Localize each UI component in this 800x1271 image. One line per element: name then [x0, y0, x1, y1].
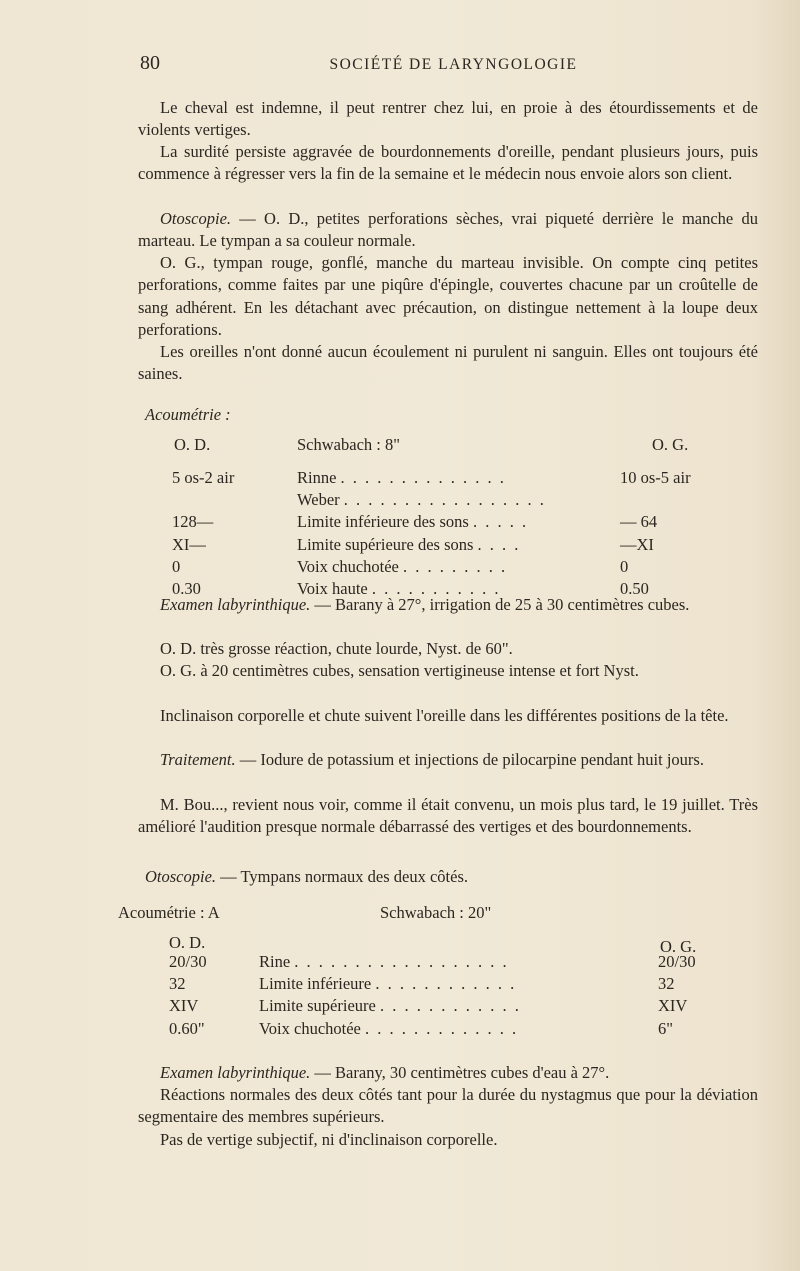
paragraph: Otoscopie. — O. D., petites perforations sèches, vrai piqueté derrière le manche du marteau. Le tympan a sa couleur normale. — [138, 209, 758, 251]
paragraph: M. Bou..., revient nous voir, comme il était convenu, un mois plus tard, le 19 juillet. Très amélioré l'audition presque normale débarrassé des vertiges et des bourdonnements. — [138, 795, 758, 837]
acoumetrie-table — [165, 434, 745, 600]
table-row: 128— Limite inférieure des sons . . . . . — 64 — [172, 512, 658, 532]
paragraph: Réactions normales des deux côtés tant pour la durée du nystagmus que pour la déviation segmentaire des membres supérieurs. — [138, 1085, 758, 1127]
otoscopie-line: Otoscopie. — Tympans normaux des deux côtés. — [145, 867, 468, 886]
table-row: XI— Limite supérieure des sons . . . . —XI — [172, 534, 654, 554]
paragraph: Inclinaison corporelle et chute suivent l'oreille dans les différentes positions de la tête. — [160, 706, 729, 725]
paragraph: Traitement. — Iodure de potassium et injections de pilocarpine pendant huit jours. — [160, 750, 704, 769]
table-row: 0 Voix chuchotée . . . . . . . . . 0 — [172, 556, 629, 576]
table-row: 0.60" Voix chuchotée . . . . . . . . . . . . . 6" — [169, 1018, 673, 1038]
table-header: O. D. Schwabach : 8" O. G. — [174, 435, 689, 454]
page-number: 80 — [140, 52, 160, 74]
running-title: SOCIÉTÉ DE LARYNGOLOGIE — [329, 56, 578, 73]
table-row: 0.30 Voix haute . . . . . . . . . . . 0.50 — [172, 578, 649, 598]
paragraph: O. D. très grosse réaction, chute lourde, Nyst. de 60". — [160, 639, 513, 658]
table-row: 5 os-2 air Rinne . . . . . . . . . . . . . . 10 os-5 air — [172, 468, 691, 487]
book-page: 80 SOCIÉTÉ DE LARYNGOLOGIE Le cheval est indemne, il peut rentrer chez lui, en proie à des étourdissements et de violents vertiges. La surdité persiste aggravée de bourdonnements d'oreille, pendant plusieurs jours, puis commence à régresser vers la fin de la semaine et le médecin nous envoie alors son client. Otoscopie. — O. D., petites perforations sèches, vrai piqueté derrière le manche du marteau. Le tympan a sa couleur normale. O. G., tympan rouge, gonflé, manche du marteau invisible. On compte cinq petites perforations, comme faites par une piqûre d'épingle, couvertes chacune par un croûtelle de sang adhérent. En les détachant avec précaution, on distingue nettement à la loupe deux perforations. Les oreilles n'ont donné aucun écoulement ni purulent ni sanguin. Elles ont toujours été saines. Acoumétrie : O. D. Schwabach : 8" O. G. 5 os-2 air Rinne . . . . . . . . . . . . . . 10 os-5 air Weber . . . . . . . . . . . . . . . . . 128— Limite inférieure des sons . . . . . — 64 XI— Limite supérieure des sons . . . . —XI 0 Voix chuchotée . . . . . . . . . 0 0.30 Voix haute . . . . . . . . . . . 0.50 Examen labyrinthique. — Barany à 27°, irrigation de 25 à 30 centimètres cubes. O. D. très grosse réaction, chute lourde, Nyst. de 60". O. G. à 20 centimètres cubes, sensation vertigineuse intense et fort Nyst. Inclinaison corporelle et chute suivent l'oreille dans les différentes positions de la tête. Traitement. — Iodure de potassium et injections de pilocarpine pendant huit jours. M. Bou..., revient nous voir, comme il était convenu, un mois plus tard, le 19 juillet. Très amélioré l'audition presque normale débarrassé des vertiges et des bourdonnements. Otoscopie. — Tympans normaux des deux côtés. Acoumétrie : A Schwabach : 20" O. D. O. G. 20/30 Rine . . . . . . . . . . . . . . . . . . 20/30 32 Limite inférieure . . . . . . . . . . . . 32 XIV Limite supérieure . . . . . . . . . . . . XIV 0.60" Voix chuchotée . . . . . . . . . . . . . 6" Examen labyrinthique. — Barany, 30 centimètres cubes d'eau à 27°. Réactions normales des deux côtés tant pour la durée du nystagmus que pour la déviation segmentaire des membres supérieurs. Pas de vertige subjectif, ni d'inclinaison corporelle. — [0, 0, 800, 1271]
paragraph: Les oreilles n'ont donné aucun écoulement ni purulent ni sanguin. Elles ont toujours été saines. — [138, 342, 758, 384]
table-row: XIV Limite supérieure . . . . . . . . . . . . XIV — [169, 996, 688, 1016]
page-header — [0, 52, 800, 82]
paragraph: O. G. à 20 centimètres cubes, sensation vertigineuse intense et fort Nyst. — [160, 661, 639, 680]
table-row: 20/30 Rine . . . . . . . . . . . . . . . . . . 20/30 — [169, 952, 696, 971]
paragraph: Examen labyrinthique. — Barany à 27°, irrigation de 25 à 30 centimètres cubes. — [160, 595, 690, 614]
table-row: 32 Limite inférieure . . . . . . . . . . . . 32 — [169, 974, 675, 994]
paragraph: Examen labyrinthique. — Barany, 30 centimètres cubes d'eau à 27°. — [160, 1063, 610, 1082]
table-header: O. D. O. G. — [169, 933, 697, 956]
table-row: Weber . . . . . . . . . . . . . . . . . — [297, 490, 546, 510]
paragraph: O. G., tympan rouge, gonflé, manche du marteau invisible. On compte cinq petites perforations, comme faites par une piqûre d'épingle, couvertes chacune par un croûtelle de sang adhérent. En les détachant avec précaution, on distingue nettement à la loupe deux perforations. — [138, 253, 758, 339]
acoumetrie-title: Acoumétrie : — [145, 405, 231, 424]
paragraph: La surdité persiste aggravée de bourdonnements d'oreille, pendant plusieurs jours, puis commence à régresser vers la fin de la semaine et le médecin nous envoie alors son client. — [138, 142, 758, 184]
paragraph: Pas de vertige subjectif, ni d'inclinaison corporelle. — [160, 1130, 498, 1149]
acoumetrie-2-table — [165, 932, 745, 1040]
paragraph: Le cheval est indemne, il peut rentrer chez lui, en proie à des étourdissements et de violents vertiges. — [138, 98, 758, 140]
